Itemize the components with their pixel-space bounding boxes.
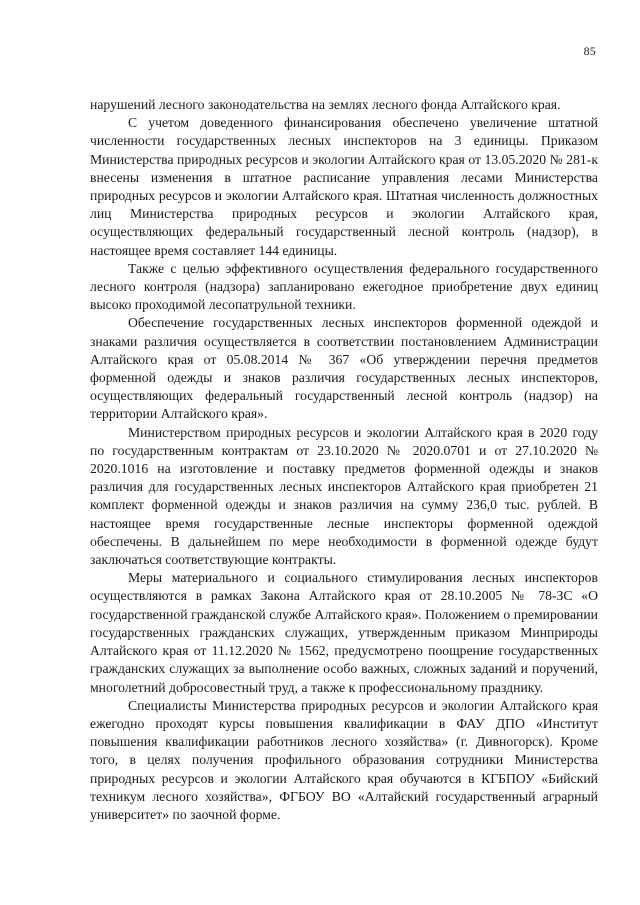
paragraph-vehicles: Также с целью эффективного осуществления федерального государственного лесного контроля (надзора) запланировано ежегодное приобретение двух единиц высоко проходимой лесопатрульной техники. — [90, 260, 598, 313]
paragraph-staffing: С учетом доведенного финансирования обеспечено увеличение штатной численности государственных лесных инспекторов на 3 единицы. Приказом Министерства природных ресурсов и экологии Алтайского края от 13.05.2020 № 281-к внесены изменения в штатное расписание управления лесами Министерства природных ресурсов и экологии Алтайского края. Штатная численность должностных лиц Министерства природных ресурсов и экологии Алтайского края, осуществляющих федеральный государственный лесной контроль (надзор), в настоящее время составляет 144 единицы. — [90, 115, 598, 258]
paragraph-continued: нарушений лесного законодательства на землях лесного фонда Алтайского края. — [90, 97, 561, 112]
paragraph-uniform-contracts: Министерством природных ресурсов и экологии Алтайского края в 2020 году по государственным контрактам от 23.10.2020 № 2020.0701 и от 27.10.2020 № 2020.1016 на изготовление и поставку предметов форменной одежды и знаков различия для государственных лесных инспекторов Алтайского края приобретен 21 комплект форменной одежды и знаков различия на сумму 236,0 тыс. рублей. В настоящее время государственные лесные инспекторы форменной одеждой обеспечены. В дальнейшем по мере необходимости в форменной одежде будут заключаться соответствующие контракты. — [90, 424, 598, 568]
page-number: 85 — [583, 44, 596, 58]
paragraph-incentives: Меры материального и социального стимулирования лесных инспекторов осуществляются в рамках Закона Алтайского края от 28.10.2005 № 78-ЗС «О государственной гражданской службе Алтайского края». Положением о премировании государственных гражданских служащих, утвержденным приказом Минприроды Алтайского края от 11.12.2020 № 1562, предусмотрено поощрение государственных гражданских служащих за выполнение особо важных, сложных заданий и поручений, многолетний добросовестный труд, а также к профессиональному празднику. — [90, 570, 598, 695]
paragraph-training: Специалисты Министерства природных ресурсов и экологии Алтайского края ежегодно проходят курсы повышения квалификации в ФАУ ДПО «Институт повышения квалификации работников лесного хозяйства» (г. Дивногорск). Кроме того, в целях получения профильного образования сотрудники Министерства природных ресурсов и экологии Алтайского края обучаются в КГБПОУ «Бийский техникум лесного хозяйства», ФГБОУ ВО «Алтайский государственный аграрный университет» по заочной форме. — [90, 697, 598, 822]
paragraph-uniform-regulation: Обеспечение государственных лесных инспекторов форменной одеждой и знаками различия осуществляется в соответствии постановлением Администрации Алтайского края от 05.08.2014 № 367 «Об утверждении перечня предметов форменной одежды и знаков различия государственных лесных инспекторов, осуществляющих федеральный государственный лесной контроль (надзор) на территории Алтайского края». — [90, 315, 598, 422]
document-body — [90, 96, 598, 824]
